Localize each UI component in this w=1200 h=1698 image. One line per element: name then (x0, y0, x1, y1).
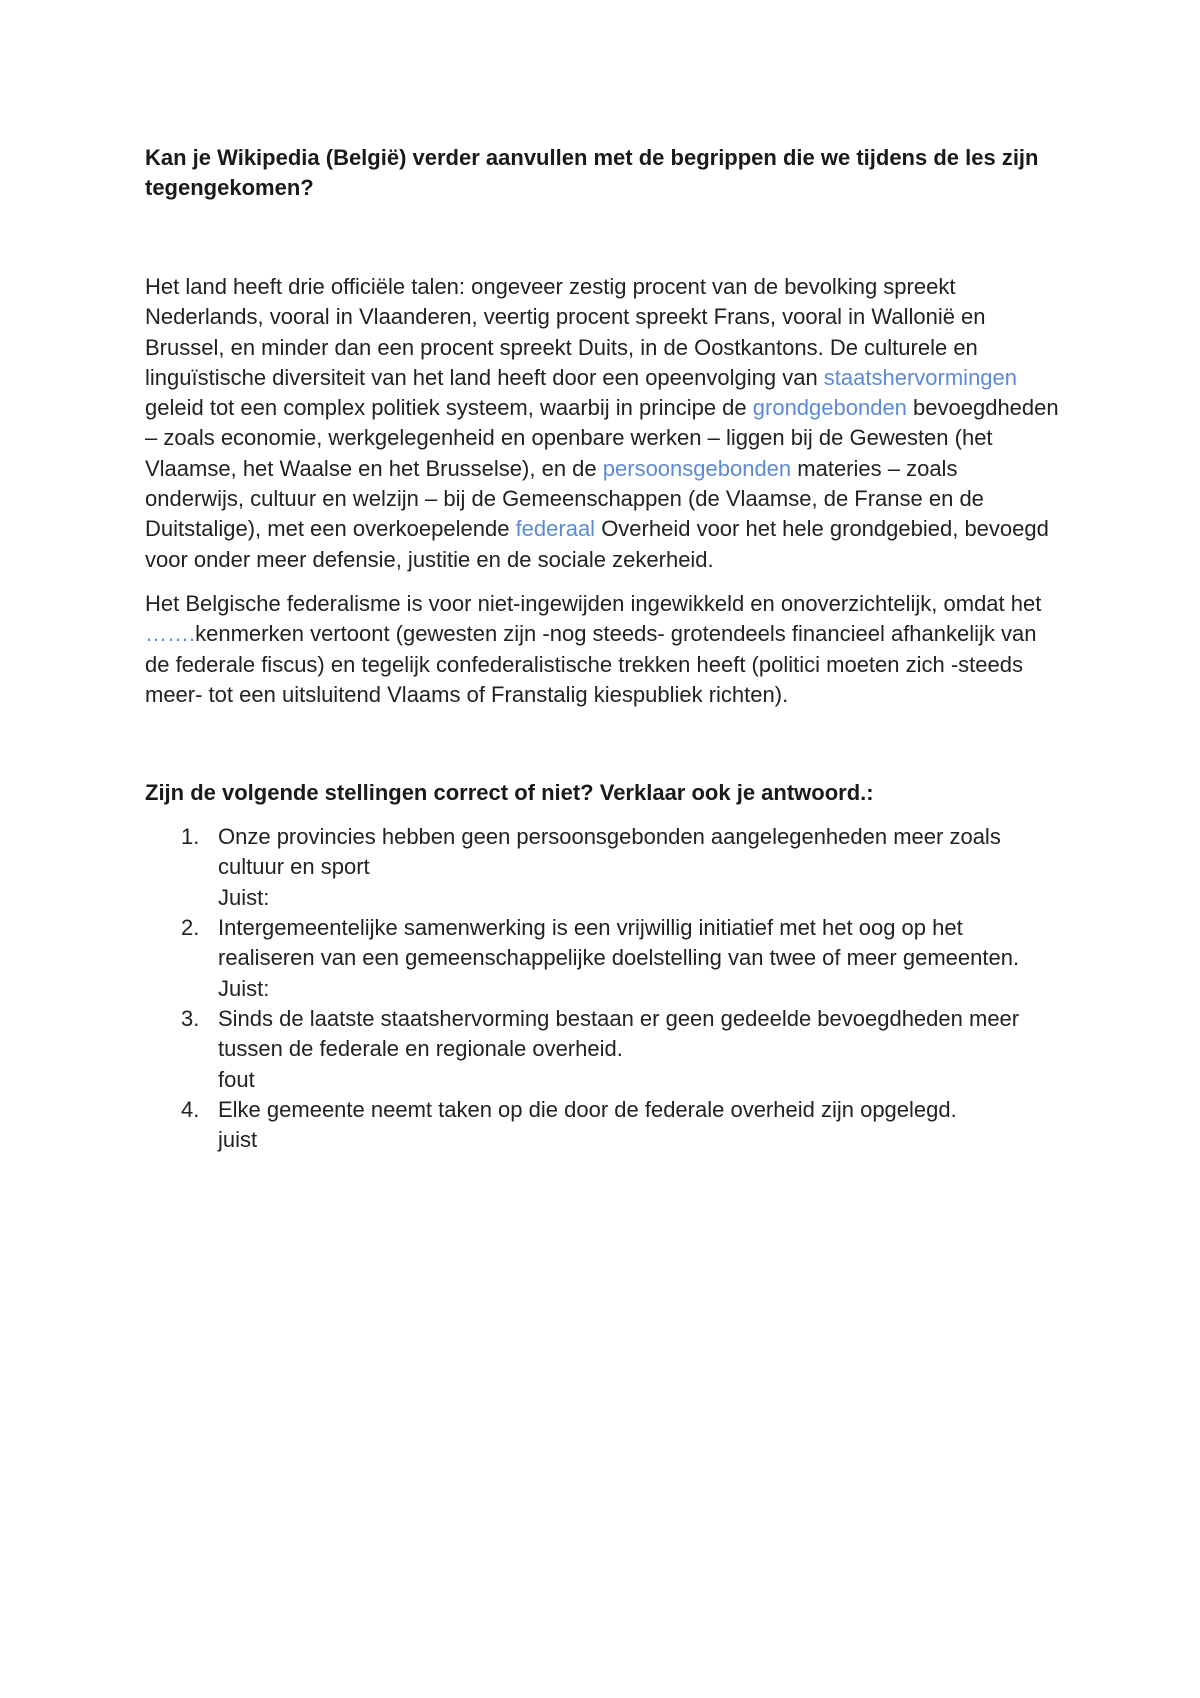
question-heading: Kan je Wikipedia (België) verder aanvullen met de begrippen die we tijdens de les zijn tegengekomen? (145, 145, 1039, 200)
link-staatshervormingen[interactable]: staatshervormingen (823, 364, 1018, 390)
paragraph-text: kenmerken vertoont (gewesten zijn -nog steeds- grotendeels financieel afhankelijk van de federale fiscus) en tegelijk confederalistische trekken heeft (politici moeten zich -steeds meer- tot een uitsluitend Vlaams of Franstalig kiespubliek richten). (145, 621, 1037, 707)
list-item (145, 1004, 1060, 1095)
statements-heading: Zijn de volgende stellingen correct of niet? Verklaar ook je antwoord.: (145, 780, 874, 806)
item-number: 4. (181, 1096, 200, 1122)
paragraph-text: materies – zoals onderwijs, cultuur en welzijn – bij de Gemeenschappen (de Vlaamse, de Franse en de Duitstalige), met een overkoepelende (145, 455, 984, 542)
document-content (145, 143, 1060, 1155)
statements-list (145, 822, 1060, 1155)
statement-answer: Juist: (218, 975, 270, 1001)
link-federaal[interactable]: federaal (515, 516, 596, 542)
link-grondgebonden[interactable]: grondgebonden (752, 395, 907, 421)
statement-text: Intergemeentelijke samenwerking is een vrijwillig initiatief met het oog op het realiseren van een gemeenschappelijke doelstelling van twee of meer gemeenten. (218, 915, 1020, 971)
item-number: 2. (181, 915, 200, 941)
statement-answer: fout (218, 1066, 255, 1092)
list-item (145, 1095, 1060, 1156)
paragraph-text: Het Belgische federalisme is voor niet-ingewijden ingewikkeld en onoverzichtelijk, omdat het (145, 590, 1042, 616)
statement-answer: juist (218, 1127, 258, 1153)
blank-placeholder: ……. (145, 621, 196, 647)
link-persoonsgebonden[interactable]: persoonsgebonden (602, 455, 792, 481)
paragraph-text: geleid tot een complex politiek systeem, waarbij in principe de (145, 395, 753, 421)
statement-text: Elke gemeente neemt taken op die door de federale overheid zijn opgelegd. (218, 1096, 957, 1122)
statement-answer: Juist: (218, 884, 270, 910)
statement-text: Sinds de laatste staatshervorming bestaan er geen gedeelde bevoegdheden meer tussen de federale en regionale overheid. (218, 1005, 1020, 1062)
paragraph-text: Overheid voor het hele grondgebied, bevoegd voor onder meer defensie, justitie en de sociale zekerheid. (145, 516, 1049, 572)
list-item (145, 913, 1060, 1004)
wikipedia-paragraph (145, 272, 1060, 575)
federalism-paragraph (145, 589, 1060, 710)
list-item (145, 822, 1060, 913)
paragraph-text: Het land heeft drie officiële talen: ongeveer zestig procent van de bevolking spreekt Nederlands, vooral in Vlaanderen, veertig procent spreekt Frans, vooral in Wallonië en Brussel, en minder dan een procent spreekt Duits, in de Oostkantons. De culturele en linguïstische diversiteit van het land heeft door een opeenvolging van (145, 274, 986, 390)
item-number: 3. (181, 1005, 200, 1031)
paragraph-text: bevoegdheden – zoals economie, werkgelegenheid en openbare werken – liggen bij de Gewesten (het Vlaamse, het Waalse en het Brusselse), en de (145, 395, 1059, 481)
statement-text: Onze provincies hebben geen persoonsgebonden aangelegenheden meer zoals cultuur en sport (218, 824, 1001, 880)
item-number: 1. (181, 824, 200, 850)
